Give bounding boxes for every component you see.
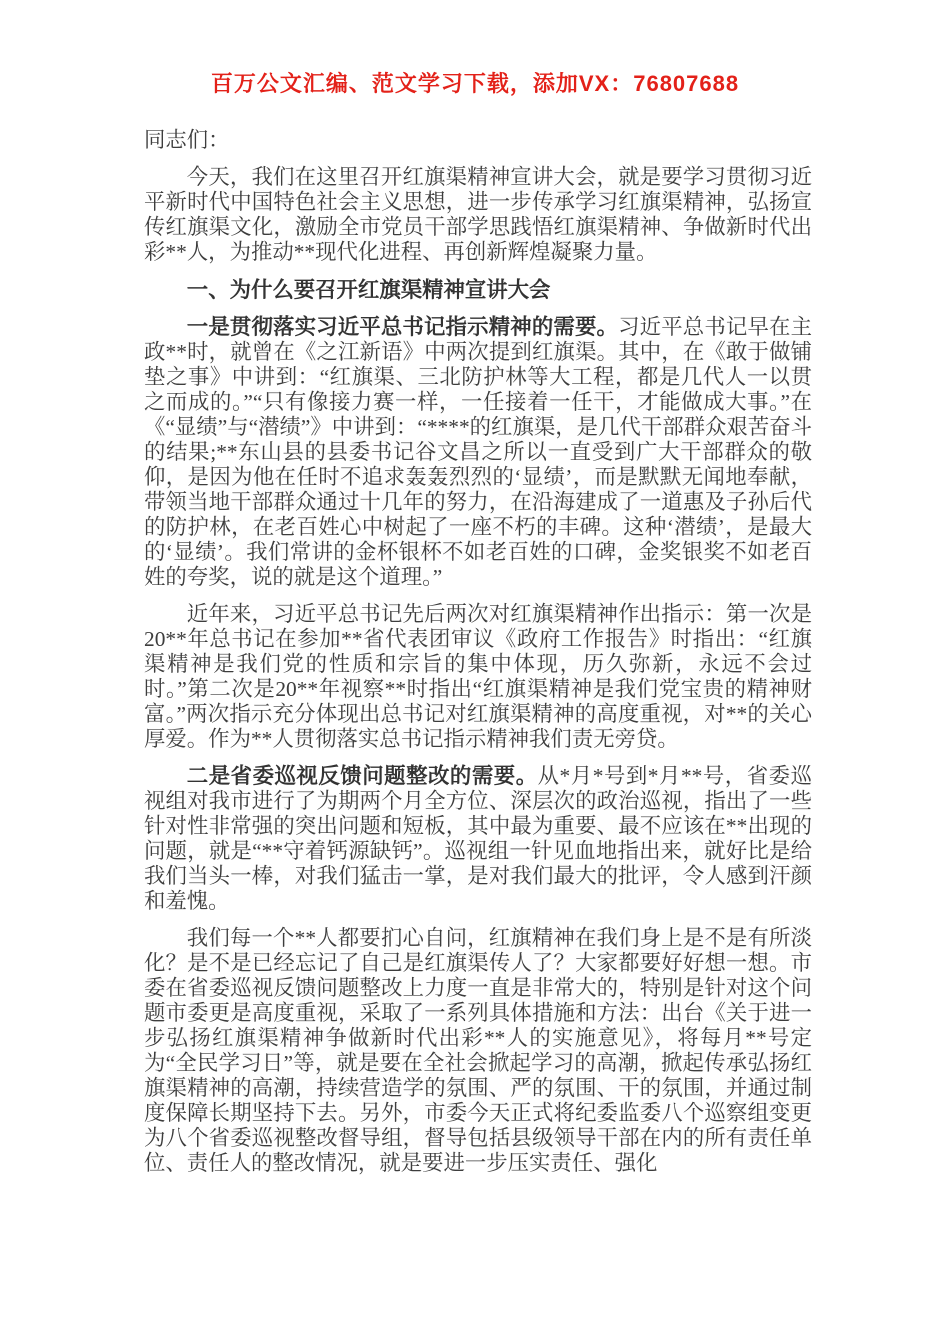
salutation: 同志们： — [144, 128, 230, 152]
document-body — [144, 128, 812, 1176]
paragraph-point-2 — [144, 764, 812, 914]
promo-banner-text: 百万公文汇编、范文学习下载，添加VX：76807688 — [210, 71, 740, 96]
paragraph-intro: 今天，我们在这里召开红旗渠精神宣讲大会，就是要学习贯彻习近平新时代中国特色社会主义思想，进一步传承学习红旗渠精神，弘扬宣传红旗渠文化，激励全市党员干部学思践悟红旗渠精神、争做新时代出彩**人，为推动**现代化进程、再创新辉煌凝聚力量。 — [144, 165, 812, 264]
paragraph-point-1-lead: 一是贯彻落实习近平总书记指示精神的需要。 — [186, 315, 619, 339]
paragraph-self-reflection: 我们每一个**人都要扪心自问，红旗精神在我们身上是不是有所淡化？是不是已经忘记了自己是红旗渠传人了？大家都要好好想一想。市委在省委巡视反馈问题整改上力度一直是非常大的，特别是针对这个问题市委更是高度重视，采取了一系列具体措施和方法：出台《关于进一步弘扬红旗渠精神争做新时代出彩**人的实施意见》，将每月**号定为“全民学习日”等，就是要在全社会掀起学习的高潮，掀起传承弘扬红旗渠精神的高潮，持续营造学的氛围、严的氛围、干的氛围，并通过制度保障长期坚持下去。另外，市委今天正式将纪委监委八个巡察组变更为八个省委巡视整改督导组，督导包括县级领导干部在内的所有责任单位、责任人的整改情况，就是要进一步压实责任、强化 — [144, 926, 812, 1175]
paragraph-point-2-text: 从*月*号到*月**号，省委巡视组对我市进行了为期两个月全方位、深层次的政治巡视，指出了一些针对性非常强的突出问题和短板，其中最为重要、最不应该在**出现的问题，就是“**守着钙源缺钙”。巡视组一针见血地指出来，就好比是给我们当头一棒，对我们猛击一掌，是对我们最大的批评，令人感到汗颜和羞愧。 — [144, 764, 812, 913]
paragraph-point-2-lead: 二是省委巡视反馈问题整改的需要。 — [186, 764, 538, 788]
section-heading-1: 一、为什么要召开红旗渠精神宣讲大会 — [186, 278, 551, 302]
paragraph-instructions: 近年来，习近平总书记先后两次对红旗渠精神作出指示：第一次是20**年总书记在参加**省代表团审议《政府工作报告》时指出：“红旗渠精神是我们党的性质和宗旨的集中体现，历久弥新，永远不会过时。”第二次是20**年视察**时指出“红旗渠精神是我们党宝贵的精神财富。”两次指示充分体现出总书记对红旗渠精神的高度重视，对**的关心厚爱。作为**人贯彻落实总书记指示精神我们责无旁贷。 — [144, 602, 812, 751]
paragraph-point-1 — [144, 315, 812, 590]
paragraph-point-1-text: 习近平总书记早在主政**时，就曾在《之江新语》中两次提到红旗渠。其中，在《敢于做铺垫之事》中讲到：“红旗渠、三北防护林等大工程，都是几代人一以贯之而成的。”“只有像接力赛一样，一任接着一任干，才能做成大事。”在《“显绩”与“潜绩”》中讲到：“****的红旗渠，是几代干部群众艰苦奋斗的结果;**东山县的县委书记谷文昌之所以一直受到广大干部群众的敬仰，是因为他在任时不追求轰轰烈烈的‘显绩’，而是默默无闻地奉献，带领当地干部群众通过十几年的努力，在沿海建成了一道惠及子孙后代的防护林，在老百姓心中树起了一座不朽的丰碑。这种‘潜绩’，是最大的‘显绩’。我们常讲的金杯银杯不如老百姓的口碑，金奖银奖不如老百姓的夸奖，说的就是这个道理。” — [144, 315, 812, 589]
